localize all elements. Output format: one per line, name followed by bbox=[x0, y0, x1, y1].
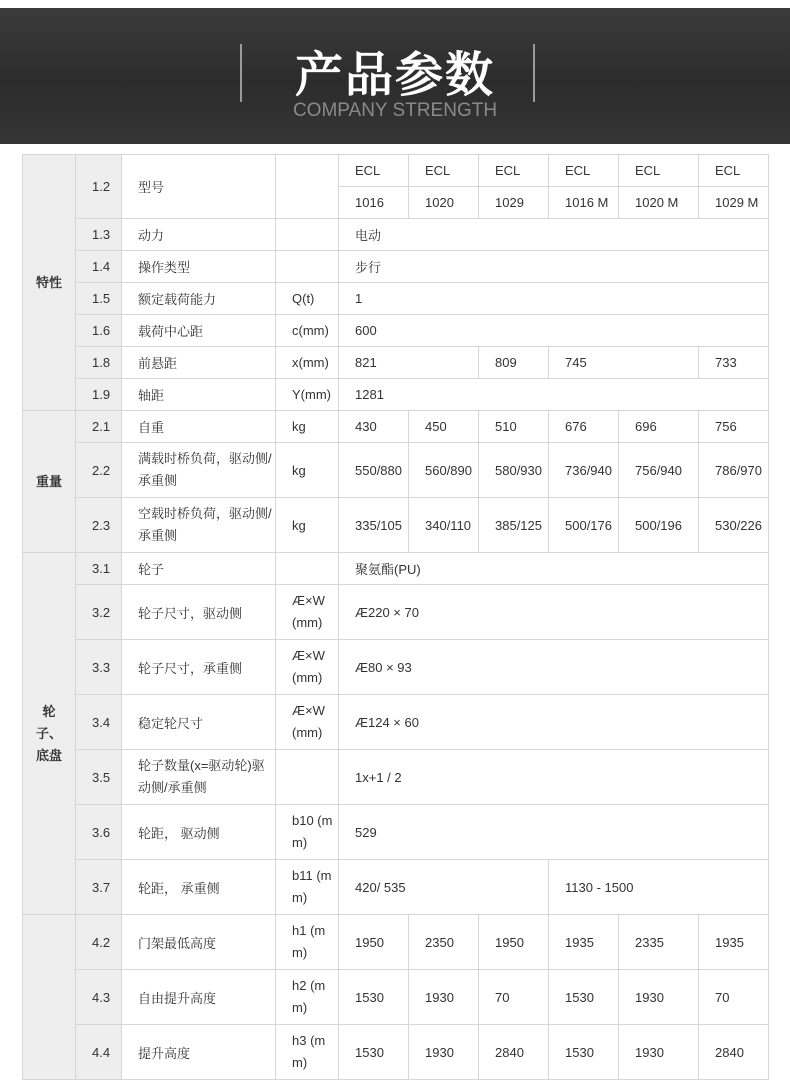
row-name: 操作类型 bbox=[122, 251, 276, 283]
row-value: 2840 bbox=[479, 1025, 549, 1080]
row-number: 3.3 bbox=[76, 640, 122, 695]
table-row bbox=[23, 283, 769, 315]
row-number: 1.5 bbox=[76, 283, 122, 315]
row-value: 529 bbox=[339, 805, 769, 860]
row-value: 1 bbox=[339, 283, 769, 315]
row-unit bbox=[276, 251, 339, 283]
row-value: 530/226 bbox=[699, 498, 769, 553]
row-value: 756 bbox=[699, 411, 769, 443]
row-unit bbox=[276, 553, 339, 585]
row-value: Æ220 × 70 bbox=[339, 585, 769, 640]
row-value: 385/125 bbox=[479, 498, 549, 553]
table-row bbox=[23, 1025, 769, 1080]
category-cell bbox=[23, 915, 76, 1080]
top-strip bbox=[0, 0, 790, 8]
model-top: ECL bbox=[619, 155, 699, 187]
row-unit: kg bbox=[276, 443, 339, 498]
category-cell: 重量 bbox=[23, 411, 76, 553]
table-row bbox=[23, 553, 769, 585]
row-value: 1930 bbox=[409, 1025, 479, 1080]
model-bottom: 1016 bbox=[339, 187, 409, 219]
row-name: 动力 bbox=[122, 219, 276, 251]
model-top: ECL bbox=[549, 155, 619, 187]
model-bottom: 1020 M bbox=[619, 187, 699, 219]
row-value: 340/110 bbox=[409, 498, 479, 553]
row-value: 聚氨酯(PU) bbox=[339, 553, 769, 585]
table-row bbox=[23, 585, 769, 640]
row-number: 4.3 bbox=[76, 970, 122, 1025]
table-row bbox=[23, 915, 769, 970]
row-unit: x(mm) bbox=[276, 347, 339, 379]
table-row bbox=[23, 251, 769, 283]
row-unit: Æ×W (mm) bbox=[276, 695, 339, 750]
row-number: 1.6 bbox=[76, 315, 122, 347]
row-value: 步行 bbox=[339, 251, 769, 283]
row-value: 500/176 bbox=[549, 498, 619, 553]
table-row bbox=[23, 379, 769, 411]
row-number: 2.2 bbox=[76, 443, 122, 498]
row-name: 额定载荷能力 bbox=[122, 283, 276, 315]
model-top: ECL bbox=[699, 155, 769, 187]
category-cell: 特性 bbox=[23, 155, 76, 411]
row-value: 786/970 bbox=[699, 443, 769, 498]
model-bottom: 1016 M bbox=[549, 187, 619, 219]
row-name: 载荷中心距 bbox=[122, 315, 276, 347]
row-value: 1935 bbox=[549, 915, 619, 970]
row-value: 70 bbox=[699, 970, 769, 1025]
row-unit bbox=[276, 219, 339, 251]
model-top: ECL bbox=[339, 155, 409, 187]
row-name: 空载时桥负荷，驱动侧/承重侧 bbox=[122, 498, 276, 553]
row-value: 2350 bbox=[409, 915, 479, 970]
row-value: 745 bbox=[549, 347, 699, 379]
row-value: 821 bbox=[339, 347, 479, 379]
row-name: 轴距 bbox=[122, 379, 276, 411]
row-value: 550/880 bbox=[339, 443, 409, 498]
row-value: 809 bbox=[479, 347, 549, 379]
row-unit bbox=[276, 155, 339, 219]
row-name: 门架最低高度 bbox=[122, 915, 276, 970]
row-value: 450 bbox=[409, 411, 479, 443]
row-number: 3.1 bbox=[76, 553, 122, 585]
row-value: 500/196 bbox=[619, 498, 699, 553]
row-unit: kg bbox=[276, 498, 339, 553]
table-row bbox=[23, 443, 769, 498]
row-value: 1x+1 / 2 bbox=[339, 750, 769, 805]
table-row bbox=[23, 640, 769, 695]
row-value: 1530 bbox=[339, 970, 409, 1025]
table-row bbox=[23, 411, 769, 443]
model-top: ECL bbox=[479, 155, 549, 187]
row-name: 稳定轮尺寸 bbox=[122, 695, 276, 750]
table-row bbox=[23, 805, 769, 860]
row-name: 轮距， 驱动侧 bbox=[122, 805, 276, 860]
row-value: 756/940 bbox=[619, 443, 699, 498]
row-number: 2.3 bbox=[76, 498, 122, 553]
table-row bbox=[23, 219, 769, 251]
row-number: 1.9 bbox=[76, 379, 122, 411]
row-value: 600 bbox=[339, 315, 769, 347]
row-unit: h2 (mm) bbox=[276, 970, 339, 1025]
table-row bbox=[23, 498, 769, 553]
row-unit: h3 (mm) bbox=[276, 1025, 339, 1080]
spec-table bbox=[22, 154, 769, 1080]
banner-subtitle: COMPANY STRENGTH bbox=[292, 100, 498, 121]
row-number: 3.7 bbox=[76, 860, 122, 915]
row-number: 3.5 bbox=[76, 750, 122, 805]
row-unit: c(mm) bbox=[276, 315, 339, 347]
row-value: 1281 bbox=[339, 379, 769, 411]
row-name: 型号 bbox=[122, 155, 276, 219]
row-number: 4.2 bbox=[76, 915, 122, 970]
row-name: 轮子尺寸，承重侧 bbox=[122, 640, 276, 695]
row-value: 1930 bbox=[619, 1025, 699, 1080]
row-name: 轮距， 承重侧 bbox=[122, 860, 276, 915]
row-value: 1530 bbox=[549, 1025, 619, 1080]
category-line: 轮 bbox=[42, 703, 56, 719]
category-cell bbox=[23, 553, 76, 915]
row-number: 3.6 bbox=[76, 805, 122, 860]
row-value: Æ124 × 60 bbox=[339, 695, 769, 750]
row-value: Æ80 × 93 bbox=[339, 640, 769, 695]
row-value: 70 bbox=[479, 970, 549, 1025]
table-row bbox=[23, 750, 769, 805]
row-name: 轮子 bbox=[122, 553, 276, 585]
row-value: 1930 bbox=[619, 970, 699, 1025]
row-name: 自由提升高度 bbox=[122, 970, 276, 1025]
row-value: 430 bbox=[339, 411, 409, 443]
row-value: 1950 bbox=[339, 915, 409, 970]
row-unit: Y(mm) bbox=[276, 379, 339, 411]
row-value: 1530 bbox=[549, 970, 619, 1025]
row-number: 3.4 bbox=[76, 695, 122, 750]
row-value: 733 bbox=[699, 347, 769, 379]
row-number: 3.2 bbox=[76, 585, 122, 640]
row-unit: b11 (mm) bbox=[276, 860, 339, 915]
row-unit: Æ×W (mm) bbox=[276, 640, 339, 695]
row-number: 1.8 bbox=[76, 347, 122, 379]
table-row bbox=[23, 315, 769, 347]
table-row bbox=[23, 347, 769, 379]
row-value: 1950 bbox=[479, 915, 549, 970]
row-name: 提升高度 bbox=[122, 1025, 276, 1080]
table-row bbox=[23, 695, 769, 750]
row-value: 2840 bbox=[699, 1025, 769, 1080]
row-name: 前悬距 bbox=[122, 347, 276, 379]
row-name: 自重 bbox=[122, 411, 276, 443]
row-unit: Æ×W (mm) bbox=[276, 585, 339, 640]
row-number: 1.2 bbox=[76, 155, 122, 219]
row-value: 736/940 bbox=[549, 443, 619, 498]
row-value: 1935 bbox=[699, 915, 769, 970]
table-row bbox=[23, 860, 769, 915]
table-row bbox=[23, 970, 769, 1025]
row-value: 580/930 bbox=[479, 443, 549, 498]
row-name: 轮子尺寸，驱动侧 bbox=[122, 585, 276, 640]
banner-title: 产品参数 bbox=[294, 47, 495, 103]
model-top: ECL bbox=[409, 155, 479, 187]
row-number: 4.4 bbox=[76, 1025, 122, 1080]
row-number: 2.1 bbox=[76, 411, 122, 443]
section-banner bbox=[0, 8, 790, 144]
row-value: 1530 bbox=[339, 1025, 409, 1080]
row-value: 电动 bbox=[339, 219, 769, 251]
model-bottom: 1029 bbox=[479, 187, 549, 219]
category-line: 底盘 bbox=[35, 747, 62, 763]
row-value: 2335 bbox=[619, 915, 699, 970]
row-unit: Q(t) bbox=[276, 283, 339, 315]
row-name: 轮子数量(x=驱动轮)驱动侧/承重侧 bbox=[122, 750, 276, 805]
row-value: 510 bbox=[479, 411, 549, 443]
row-unit: b10 (mm) bbox=[276, 805, 339, 860]
row-unit bbox=[276, 750, 339, 805]
row-number: 1.4 bbox=[76, 251, 122, 283]
row-number: 1.3 bbox=[76, 219, 122, 251]
row-unit: kg bbox=[276, 411, 339, 443]
row-value: 676 bbox=[549, 411, 619, 443]
table-row bbox=[23, 155, 769, 187]
row-name: 满载时桥负荷，驱动侧/承重侧 bbox=[122, 443, 276, 498]
category-line: 子、 bbox=[35, 725, 62, 741]
row-value: 560/890 bbox=[409, 443, 479, 498]
row-value: 1130 - 1500 bbox=[549, 860, 769, 915]
row-value: 696 bbox=[619, 411, 699, 443]
row-value: 335/105 bbox=[339, 498, 409, 553]
row-value: 420/ 535 bbox=[339, 860, 549, 915]
row-value: 1930 bbox=[409, 970, 479, 1025]
model-bottom: 1029 M bbox=[699, 187, 769, 219]
model-bottom: 1020 bbox=[409, 187, 479, 219]
row-unit: h1 (mm) bbox=[276, 915, 339, 970]
